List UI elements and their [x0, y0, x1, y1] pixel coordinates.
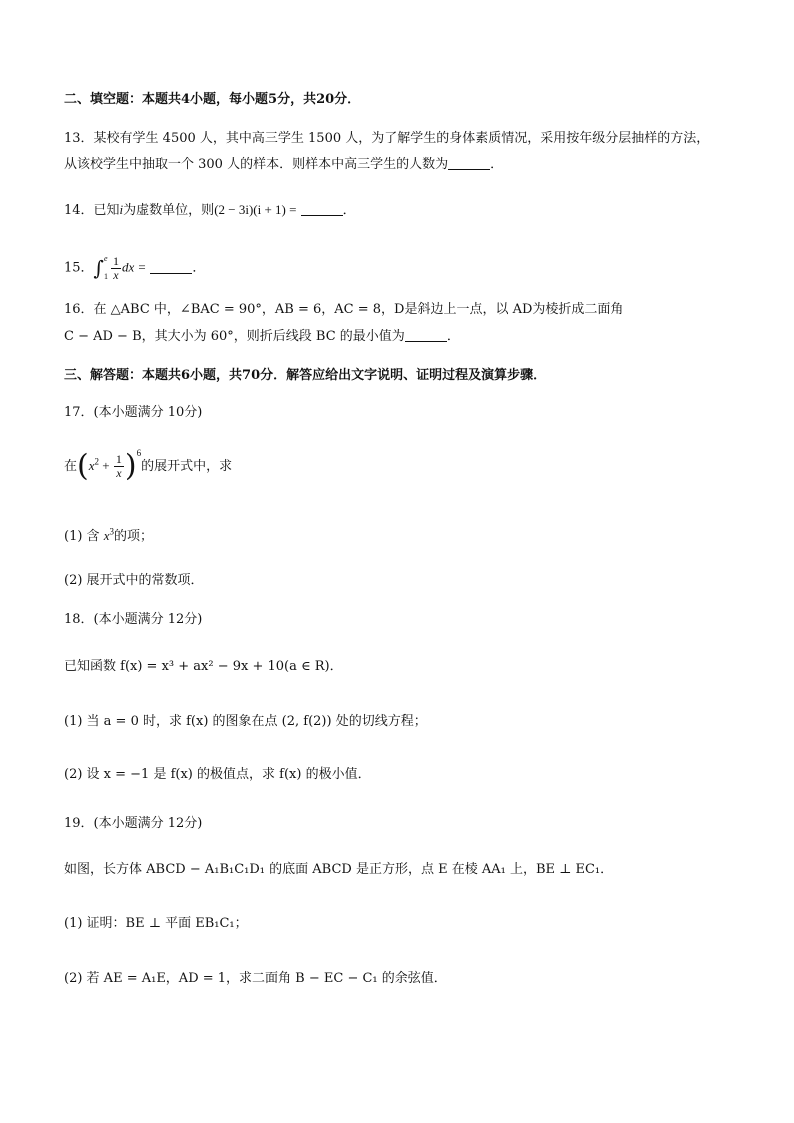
q17-power-6: 6 [136, 448, 142, 458]
q14-prefix: 14．已知 [64, 203, 120, 218]
q15-fraction [111, 255, 121, 282]
q14-answer-blank [301, 201, 343, 216]
q17-part1 [64, 526, 153, 547]
q15-frac-den: x [113, 267, 119, 282]
q16-line1: 16．在 △ABC 中，∠BAC = 90°，AB = 6，AC = 8，D是斜边上一点，以 AD为棱折成二面角 [64, 302, 624, 317]
q13-line2 [64, 155, 503, 175]
q15-answer-blank [150, 259, 192, 274]
q15-prefix: 15． [64, 260, 94, 276]
q17-frac-den: x [116, 466, 122, 480]
q16-line2-text: C − AD − B，其大小为 60°，则折后线段 BC 的最小值为 [64, 329, 405, 344]
q14-var-i: i [119, 202, 124, 217]
integral-lower-limit: 1 [103, 272, 108, 281]
integral-limits [104, 250, 108, 286]
q17-stem-suffix: 的展开式中，求 [141, 459, 233, 474]
q14-line [64, 200, 356, 221]
section3-header: 三、解答题：本题共6小题，共70分．解答应给出文字说明、证明过程及演算步骤． [64, 368, 547, 383]
q17-x: x [88, 458, 95, 473]
q19-part1: (1) 证明：BE ⊥ 平面 EB₁C₁； [64, 916, 248, 931]
q15-line [64, 250, 205, 286]
q17-x-exp: 2 [94, 456, 100, 467]
q17-title: 17．(本小题满分 10分) [64, 405, 203, 420]
q19-title: 19．(本小题满分 12分) [64, 816, 203, 831]
q17-part2: (2) 展开式中的常数项． [64, 573, 204, 588]
q14-mid: 为虚数单位，则 [123, 203, 215, 218]
q17-left-paren: ( [77, 448, 89, 484]
q13-line2-text: 从该校学生中抽取一个 300 人的样本．则样本中高三学生的人数为 [64, 157, 449, 172]
q15-frac-num: 1 [112, 253, 119, 268]
q17-part1-x: x [103, 528, 110, 543]
q14-end: ． [342, 203, 356, 218]
integral-sign: ∫ [93, 256, 104, 280]
integral-upper-limit: e [103, 254, 108, 263]
q17-right-paren: ) [124, 448, 137, 484]
q13-end: ． [490, 157, 504, 172]
q17-plus: + [99, 458, 113, 473]
q17-stem-prefix: 在 [64, 459, 78, 474]
q17-part1-prefix: (1) 含 [64, 529, 104, 544]
q17-part1-exp: 3 [109, 526, 114, 537]
q17-stem [64, 446, 232, 487]
q18-part1: (1) 当 a = 0 时，求 f(x) 的图象在点 (2, f(2)) 处的切线方程； [64, 714, 427, 729]
q18-part2: (2) 设 x = −1 是 f(x) 的极值点，求 f(x) 的极小值． [64, 767, 371, 782]
q16-line2 [64, 327, 460, 347]
q13-line1: 13．某校有学生 4500 人，其中高三学生 1500 人，为了解学生的身体素质情况，采用按年级分层抽样的方法， [64, 131, 710, 146]
q18-title: 18．(本小题满分 12分) [64, 612, 203, 627]
q19-stem: 如图，长方体 ABCD − A₁B₁C₁D₁ 的底面 ABCD 是正方形，点 E 在棱 AA₁ 上，BE ⊥ EC₁． [64, 862, 614, 877]
q17-frac-num: 1 [115, 452, 122, 466]
q16-answer-blank [405, 327, 447, 342]
q15-end: ． [192, 260, 206, 276]
q14-expr: (2 − 3i)(i + 1) = [214, 202, 297, 217]
q18-stem: 已知函数 f(x) = x³ + ax² − 9x + 10(a ∈ R)． [64, 659, 343, 674]
q17-fraction [114, 453, 124, 480]
q16-end: ． [446, 329, 460, 344]
q19-part2: (2) 若 AE = A₁E，AD = 1，求二面角 B − EC − C₁ 的余弦值． [64, 971, 447, 986]
q17-part1-suffix: 的项； [113, 529, 153, 544]
section2-header: 二、填空题：本题共4小题，每小题5分，共20分． [64, 92, 361, 107]
q13-answer-blank [448, 155, 490, 170]
q15-dx: dx = [121, 259, 147, 275]
